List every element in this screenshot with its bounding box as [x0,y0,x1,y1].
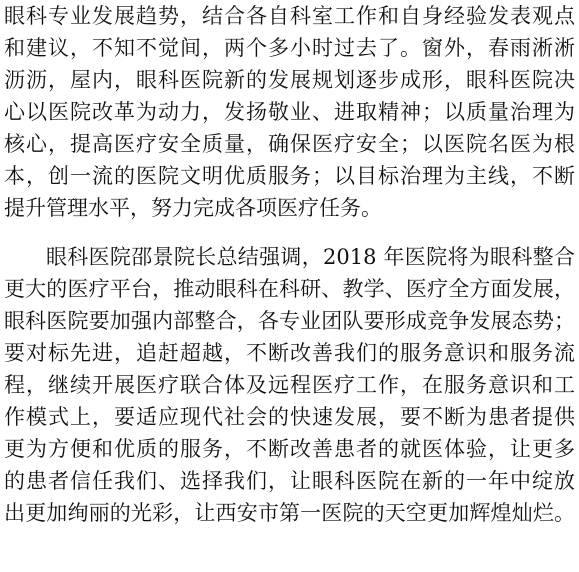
paragraph-1-line-5: 核心，提高医疗安全质量，确保医疗安全；以医院名医为根 [4,132,575,156]
paragraph-1-line-2: 和建议，不知不觉间，两个多小时过去了。窗外，春雨淅淅 [4,36,575,60]
paragraph-2-line-9: 出更加绚丽的光彩，让西安市第一医院的天空更加辉煌灿烂。 [4,501,575,525]
paragraph-2-line-3: 眼科医院要加强内部整合，各专业团队要形成竞争发展态势； [4,309,575,333]
paragraph-2-line-1: 眼科医院邵景院长总结强调，2018 年医院将为眼科整合 [46,245,575,269]
paragraph-1-line-6: 本，创一流的医院文明优质服务；以目标治理为主线，不断 [4,164,575,188]
paragraph-2-line-7: 更为方便和优质的服务，不断改善患者的就医体验，让更多 [4,437,575,461]
paragraph-2-line-6: 作模式上，要适应现代社会的快速发展，要不断为患者提供 [4,405,575,429]
paragraph-2-line-2: 更大的医疗平台，推动眼科在科研、教学、医疗全方面发展， [4,277,575,301]
paragraph-1-line-1: 眼科专业发展趋势，结合各自科室工作和自身经验发表观点 [4,4,575,28]
paragraph-1-line-4: 心以医院改革为动力，发扬敬业、进取精神；以质量治理为 [4,100,575,124]
paragraph-2-line-5: 程，继续开展医疗联合体及远程医疗工作，在服务意识和工 [4,373,575,397]
paragraph-2-line-8: 的患者信任我们、选择我们，让眼科医院在新的一年中绽放 [4,469,575,493]
paragraph-1-line-3: 沥沥，屋内，眼科医院新的发展规划逐步成形，眼科医院决 [4,68,575,92]
paragraph-2-line-4: 要对标先进，追赶超越，不断改善我们的服务意识和服务流 [4,341,575,365]
paragraph-1-line-7: 提升管理水平，努力完成各项医疗任务。 [4,196,382,220]
